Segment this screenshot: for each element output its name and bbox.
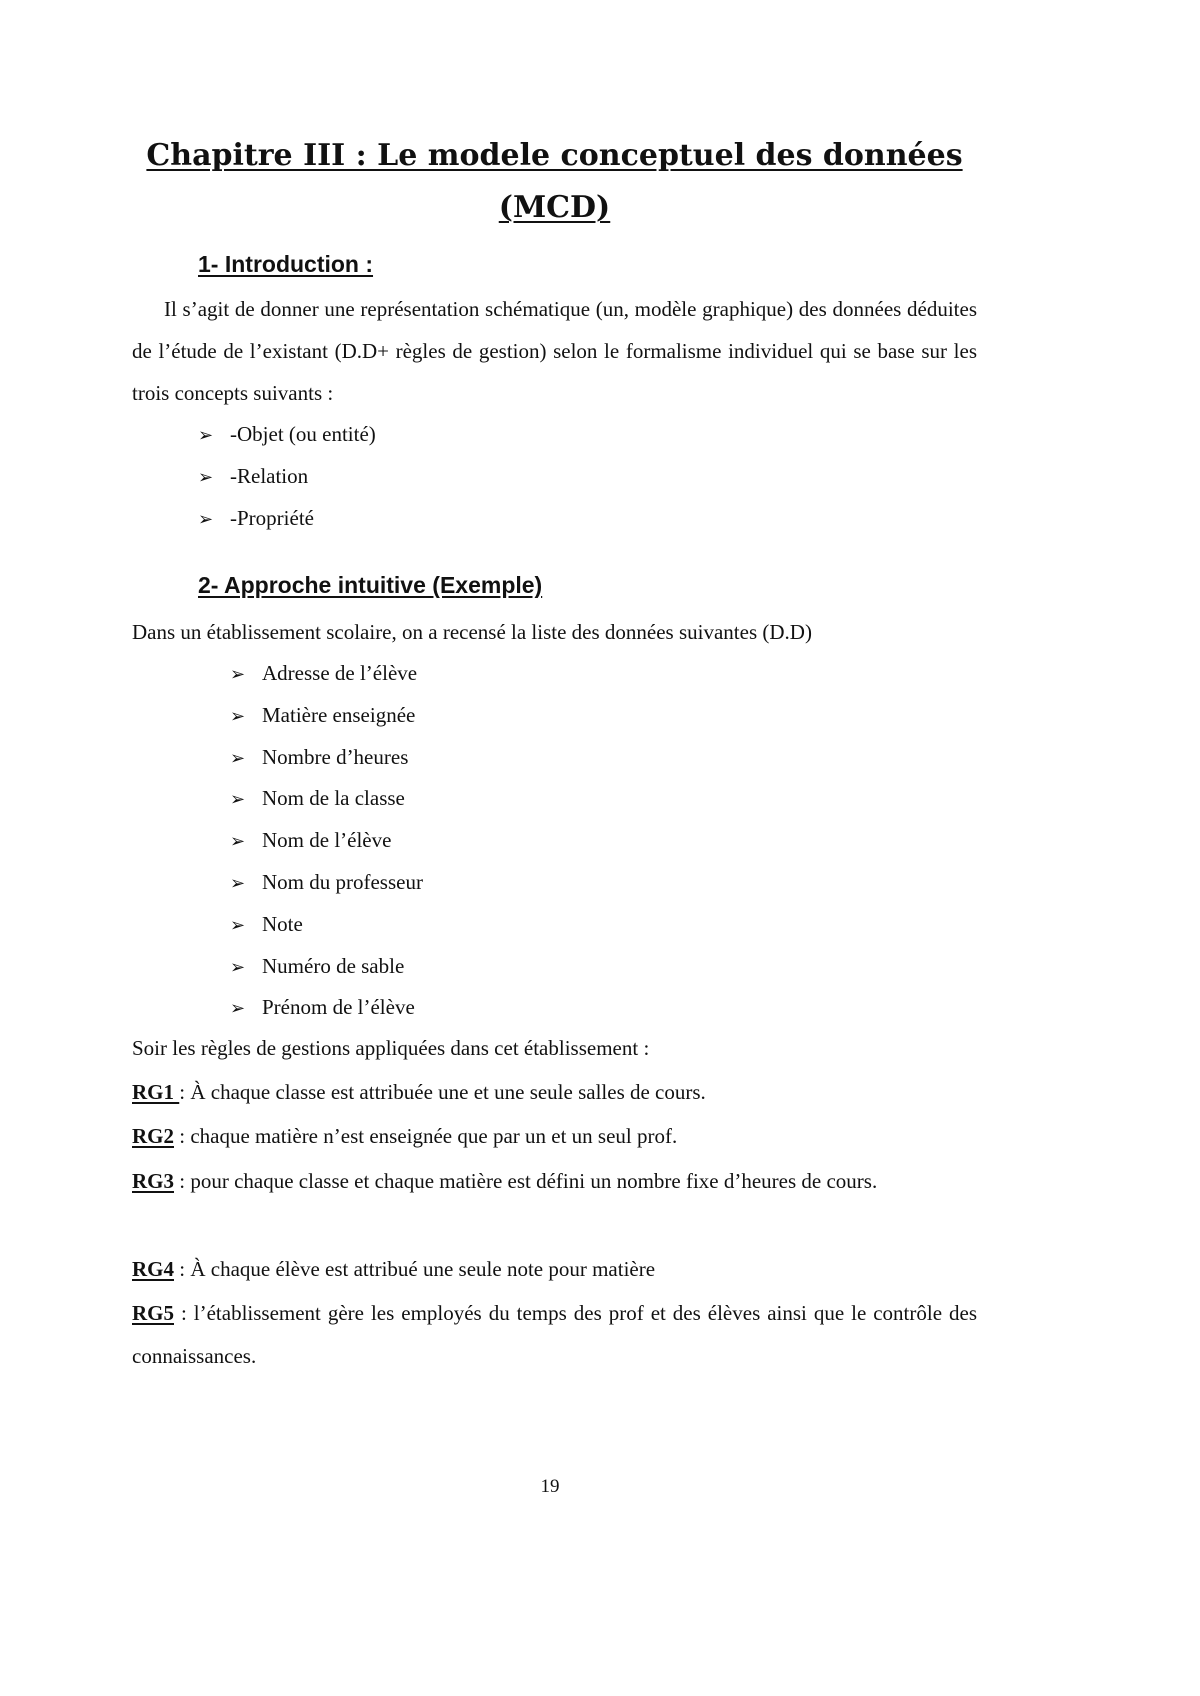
arrow-bullet-icon: ➢ [198, 425, 214, 446]
rule-rg3 [132, 1160, 977, 1203]
list-item: ➢ Nom de la classe [230, 783, 423, 825]
section-heading-introduction: 1- Introduction : [198, 251, 374, 277]
arrow-bullet-icon: ➢ [198, 466, 214, 488]
arrow-bullet-icon: ➢ [230, 705, 246, 727]
chapter-title-line1: Chapitre III : Le modele conceptuel des données [146, 138, 963, 173]
rule-rg4 [132, 1254, 977, 1284]
concepts-list [198, 419, 376, 544]
rule-text: : chaque matière n’est enseignée que par un et un seul prof. [174, 1124, 678, 1148]
arrow-bullet-icon: ➢ [230, 831, 246, 853]
data-list-intro: Dans un établissement scolaire, on a recensé la liste des données suivantes (D.D) [132, 620, 812, 644]
list-item: ➢ Nom de l’élève [230, 825, 423, 867]
list-item: ➢ Prénom de l’élève [230, 992, 423, 1034]
list-item: ➢ Nom du professeur [230, 867, 423, 909]
section-heading-approche: 2- Approche intuitive (Exemple) [198, 572, 543, 598]
rule-rg1 [132, 1077, 977, 1107]
list-item: ➢ -Propriété [198, 503, 376, 545]
list-item: ➢ Matière enseignée [230, 700, 423, 742]
list-item: ➢ -Objet (ou entité) [198, 419, 376, 461]
rule-label: RG4 [132, 1257, 174, 1281]
chapter-title [132, 130, 977, 234]
arrow-bullet-icon: ➢ [230, 914, 246, 936]
rule-label: RG1 [132, 1080, 180, 1104]
arrow-bullet-icon: ➢ [230, 789, 246, 811]
introduction-paragraph: Il s’agit de donner une représentation schématique (un, modèle graphique) des données déduites de l’étude de l’existant (D.D+ règles de gestion) selon le formalisme individuel qui se base sur les trois concepts suivants : [132, 297, 977, 405]
rule-text: : pour chaque classe et chaque matière est défini un nombre fixe d’heures de cours. [174, 1169, 878, 1193]
chapter-title-line2: (MCD) [498, 190, 611, 225]
list-item: ➢ Numéro de sable [230, 951, 423, 993]
rule-label: RG3 [132, 1169, 174, 1193]
arrow-bullet-icon: ➢ [198, 508, 214, 530]
arrow-bullet-icon: ➢ [230, 956, 246, 978]
page-number: 19 [540, 1476, 560, 1497]
arrow-bullet-icon: ➢ [230, 998, 246, 1020]
rule-label: RG5 [132, 1301, 174, 1325]
list-item: ➢ Adresse de l’élève [230, 658, 423, 700]
arrow-bullet-icon: ➢ [230, 872, 246, 894]
list-item: ➢ Nombre d’heures [230, 742, 423, 784]
rule-rg2 [132, 1121, 977, 1151]
rule-rg5 [132, 1292, 977, 1378]
rule-text: : À chaque élève est attribué une seule note pour matière [174, 1257, 656, 1281]
rule-text: : À chaque classe est attribuée une et une seule salles de cours. [179, 1080, 706, 1104]
rule-label: RG2 [132, 1124, 174, 1148]
arrow-bullet-icon: ➢ [230, 664, 246, 685]
arrow-bullet-icon: ➢ [230, 747, 246, 769]
rules-intro: Soir les règles de gestions appliquées dans cet établissement : [132, 1036, 650, 1060]
list-item: ➢ Note [230, 909, 423, 951]
data-dictionary-list [230, 658, 423, 1034]
rule-text: : l’établissement gère les employés du temps des prof et des élèves ainsi que le contrôle des connaissances. [132, 1301, 977, 1368]
list-item: ➢ -Relation [198, 461, 376, 503]
